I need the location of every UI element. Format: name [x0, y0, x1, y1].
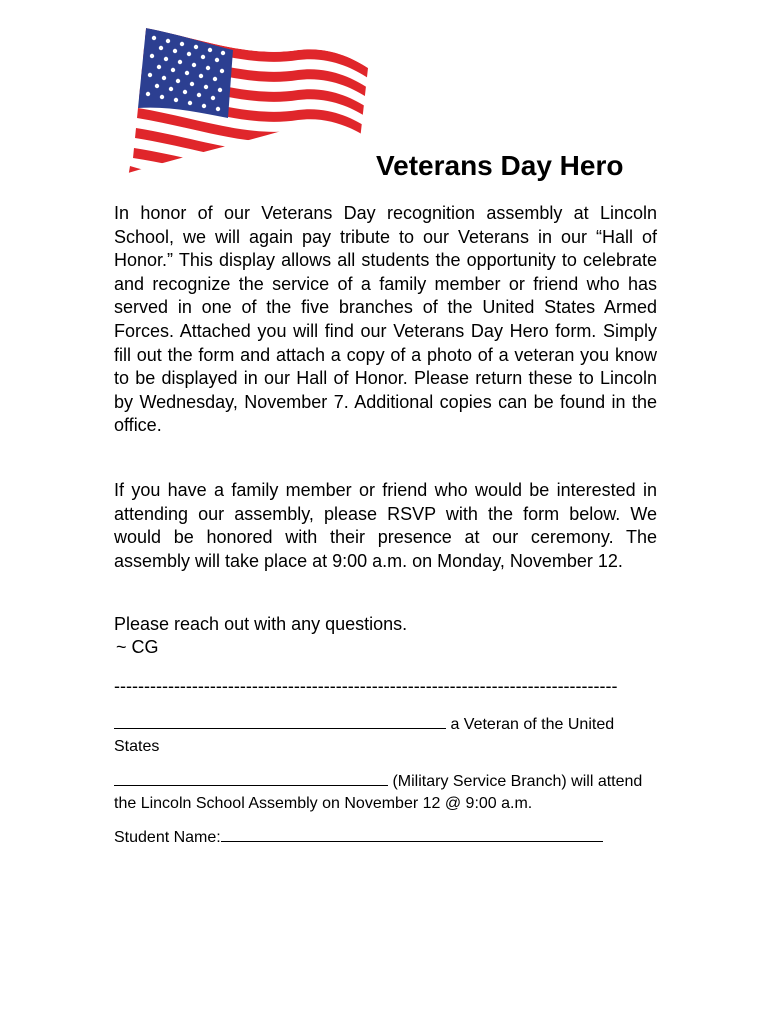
page-title: Veterans Day Hero [376, 150, 624, 181]
rsvp-paragraph: If you have a family member or friend who would be interested in attending our assembly, please RSVP with the form below. We would be honored with their presence at our ceremony. The assembly will take place at 9:00 a.m. on Monday, November 12. [114, 480, 657, 571]
american-flag-icon [128, 28, 372, 178]
veteran-name-line [114, 712, 657, 758]
student-name-blank[interactable] [221, 825, 603, 842]
veteran-name-blank[interactable] [114, 712, 446, 729]
service-branch-line [114, 769, 657, 815]
signature: ~ CG [116, 637, 159, 657]
veteran-line-text: a Veteran of the United States [114, 716, 615, 755]
student-name-line [114, 825, 657, 849]
questions-paragraph: Please reach out with any questions. [114, 614, 408, 634]
branch-line-text: (Military Service Branch) will attend the Lincoln School Assembly on November 12 @ 9:00 a.m. [114, 773, 643, 812]
student-name-label: Student Name: [114, 829, 221, 846]
service-branch-blank[interactable] [114, 769, 388, 786]
intro-paragraph: In honor of our Veterans Day recognition assembly at Lincoln School, we will again pay tribute to our Veterans in our “Hall of Honor.” This display allows all students the opportunity to celebrate and recognize the service of a family member or friend who has served in one of the five branches of the United States Armed Forces. Attached you will find our Veterans Day Hero form. Simply fill out the form and attach a copy of a photo of a veteran you know to be displayed in our Hall of Honor. Please return these to Lincoln by Wednesday, November 7. Additional copies can be found in the office. [114, 203, 657, 436]
cut-line-separator: ------------------------------------------------------------------------------------ [114, 676, 618, 696]
